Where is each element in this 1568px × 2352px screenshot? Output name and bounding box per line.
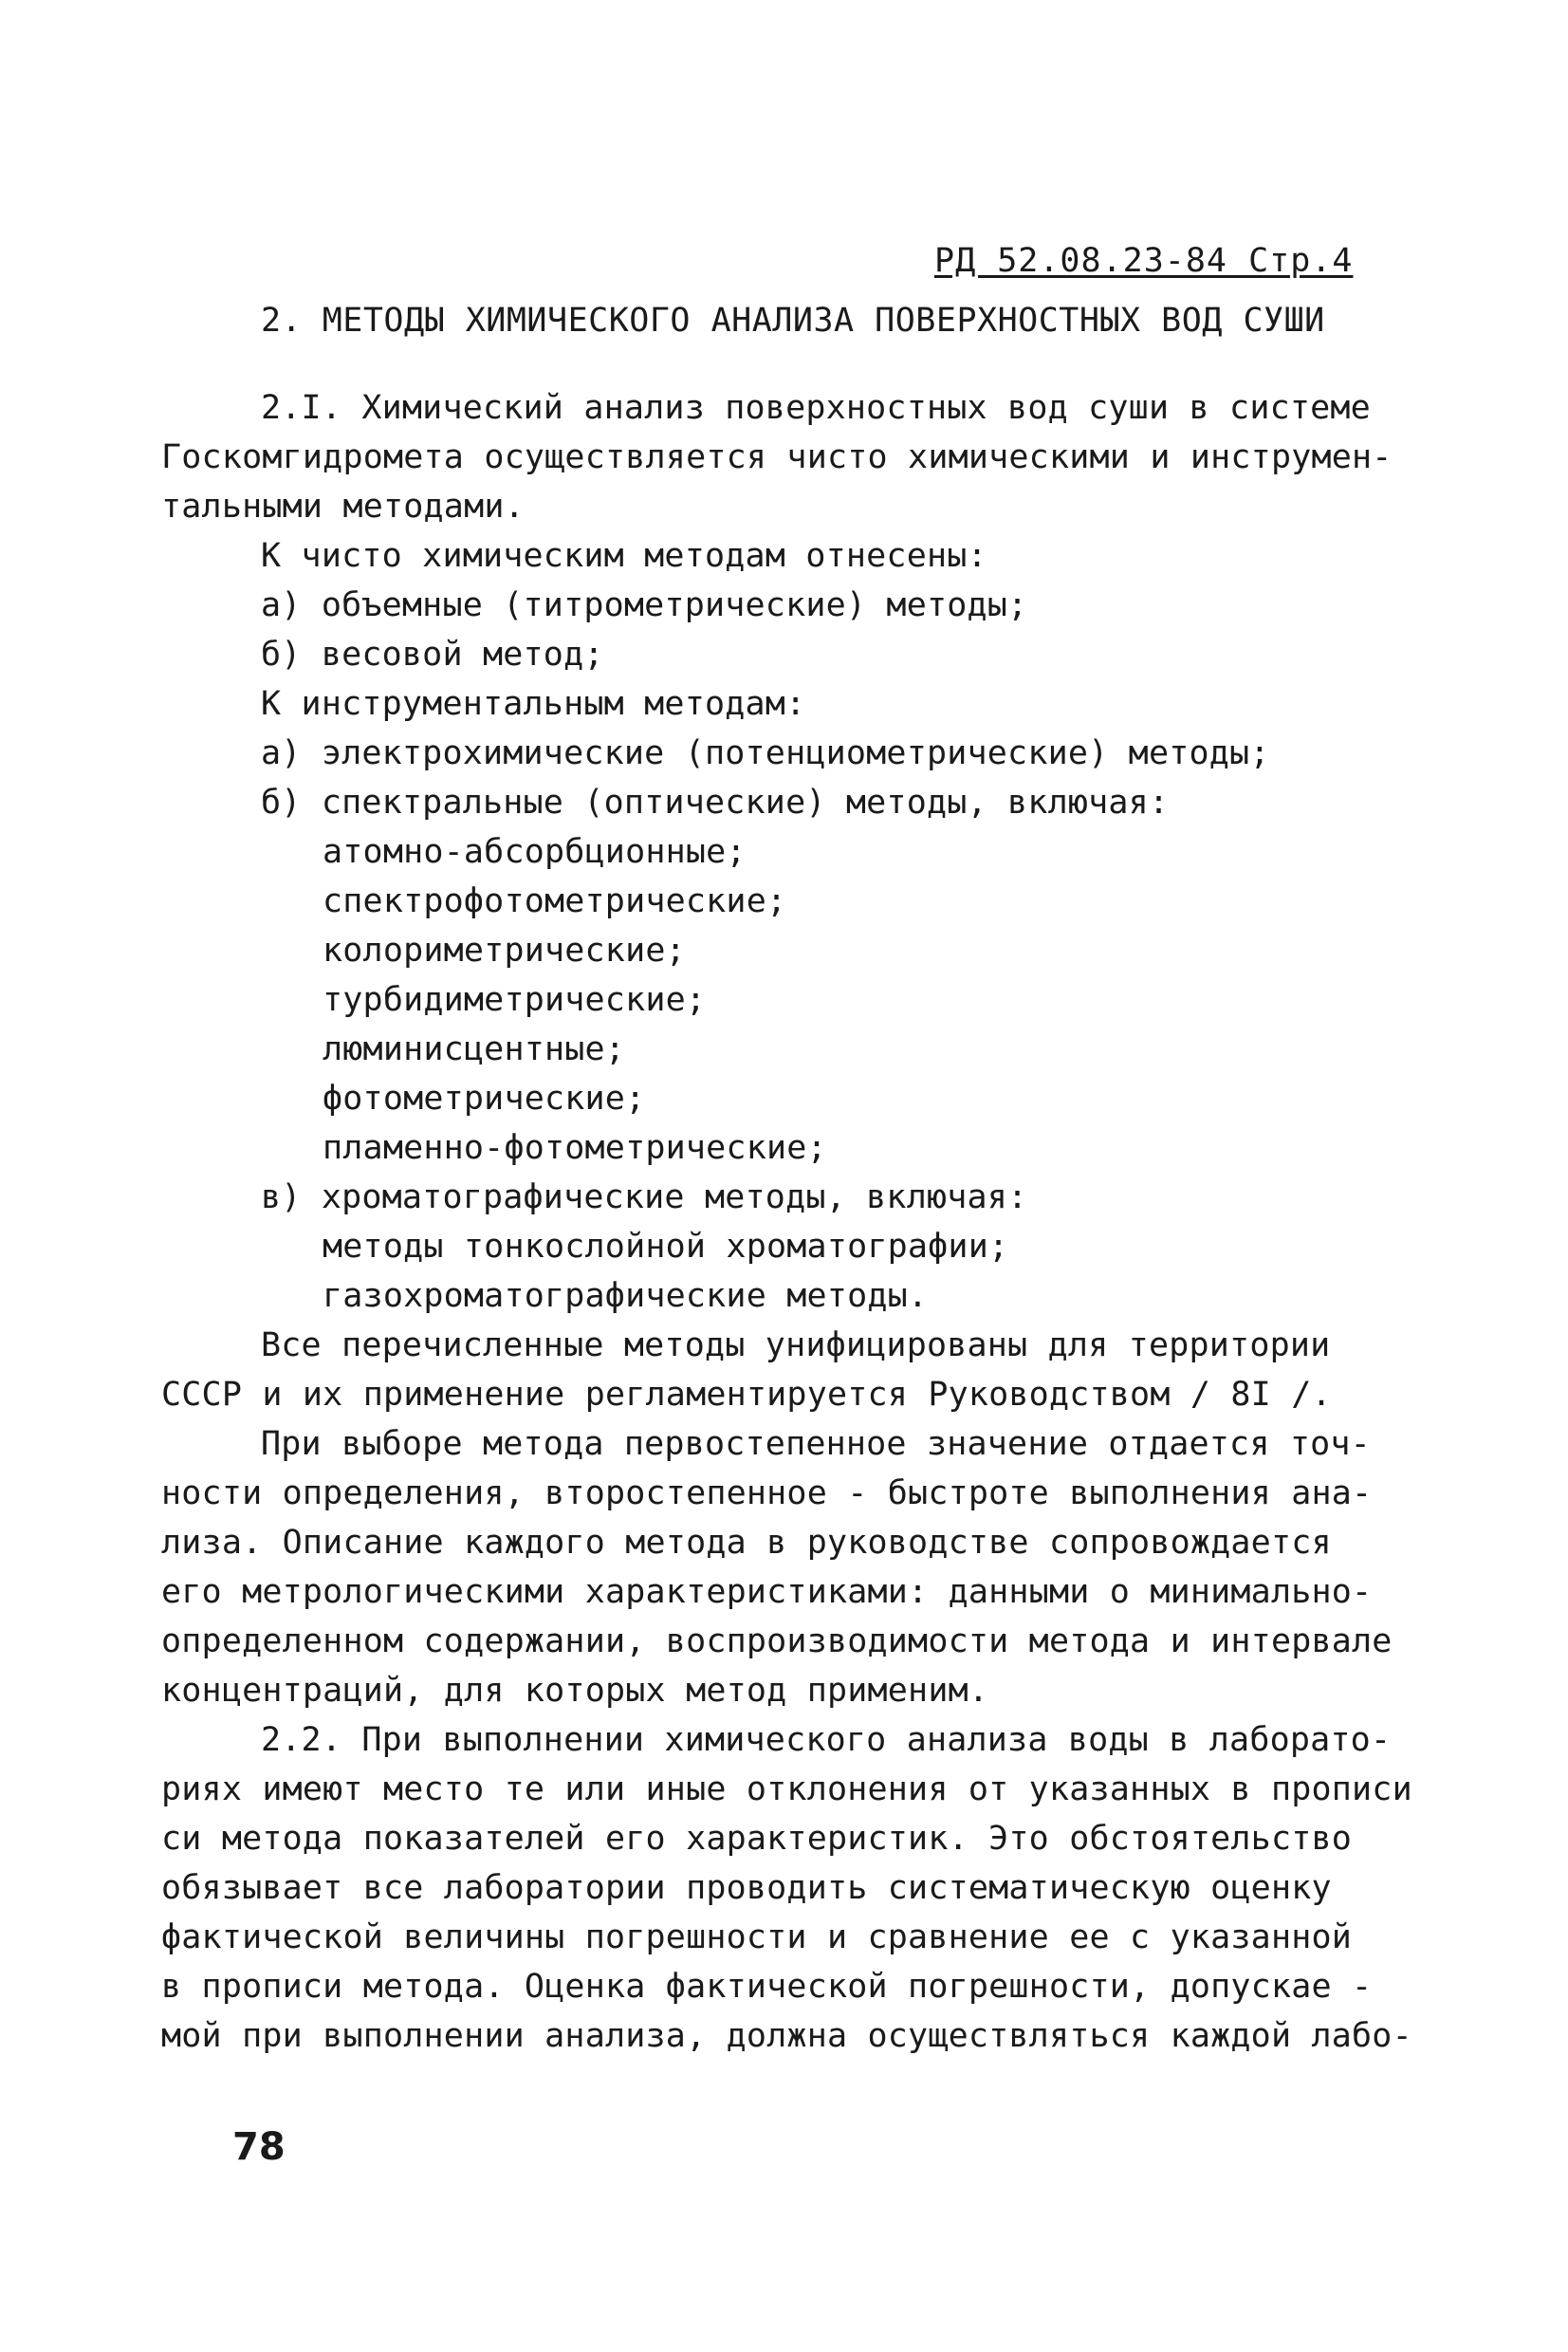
text-line: определенном содержании, воспроизводимости метода и интервале xyxy=(161,1622,1393,1660)
text-line: мой при выполнении анализа, должна осуществляться каждой лабо- xyxy=(161,2017,1412,2055)
text-line: спектрофотометрические; xyxy=(323,882,787,920)
text-line: а) объемные (титрометрические) методы; xyxy=(261,586,1028,624)
text-line: Все перечисленные методы унифицированы для территории xyxy=(261,1326,1331,1364)
text-line: ности определения, второстепенное - быстроте выполнения ана- xyxy=(161,1474,1373,1512)
text-line: газохроматографические методы. xyxy=(323,1277,929,1315)
text-line: пламенно-фотометрические; xyxy=(323,1129,827,1167)
text-line: си метода показателей его характеристик. Это обстоятельство xyxy=(161,1820,1353,1858)
text-line: фактической величины погрешности и сравнение ее с указанной xyxy=(161,1918,1353,1956)
text-line: турбидиметрические; xyxy=(323,981,707,1019)
text-line: риях имеют место те или иные отклонения от указанных в прописи xyxy=(161,1770,1412,1808)
text-line: в прописи метода. Оценка фактической погрешности, допускае - xyxy=(161,1968,1373,2006)
text-line: обязывает все лаборатории проводить систематическую оценку xyxy=(161,1869,1332,1907)
text-line: б) спектральные (оптические) методы, включая: xyxy=(261,784,1170,822)
text-line: атомно-абсорбционные; xyxy=(323,833,747,871)
section-title: 2. МЕТОДЫ ХИМИЧЕСКОГО АНАЛИЗА ПОВЕРХНОСТНЫХ ВОД СУШИ xyxy=(261,302,1325,340)
text-line: фотометрические; xyxy=(323,1080,646,1118)
text-line: б) весовой метод; xyxy=(261,636,604,674)
text-line: его метрологическими характеристиками: данными о минимально- xyxy=(161,1573,1373,1611)
text-line: концентраций, для которых метод применим. xyxy=(161,1672,989,1710)
text-line: лиза. Описание каждого метода в руководстве сопровождается xyxy=(161,1524,1332,1562)
text-line: К чисто химическим методам отнесены: xyxy=(261,537,987,575)
page-number: 78 xyxy=(232,2125,286,2169)
text-line: а) электрохимические (потенциометрические) методы; xyxy=(261,734,1270,772)
text-line: колориметрические; xyxy=(323,932,686,970)
document-header: РД 52.08.23-84 Стр.4 xyxy=(934,242,1354,280)
text-line: При выборе метода первостепенное значение отдается точ- xyxy=(261,1425,1371,1463)
text-line: люминисцентные; xyxy=(323,1030,626,1068)
text-line: в) хроматографические методы, включая: xyxy=(261,1178,1028,1216)
text-line: 2.I. Химический анализ поверхностных вод суши в системе xyxy=(261,389,1371,427)
text-line: СССР и их применение регламентируется Руководством / 8I /. xyxy=(161,1376,1332,1414)
text-line: методы тонкослойной хроматографии; xyxy=(323,1228,1009,1266)
text-line: Госкомгидромета осуществляется чисто химическими и инструмен- xyxy=(161,438,1393,476)
text-line: 2.2. При выполнении химического анализа воды в лаборато- xyxy=(261,1721,1392,1759)
text-line: К инструментальным методам: xyxy=(261,685,806,723)
text-line: тальными методами. xyxy=(161,488,525,526)
